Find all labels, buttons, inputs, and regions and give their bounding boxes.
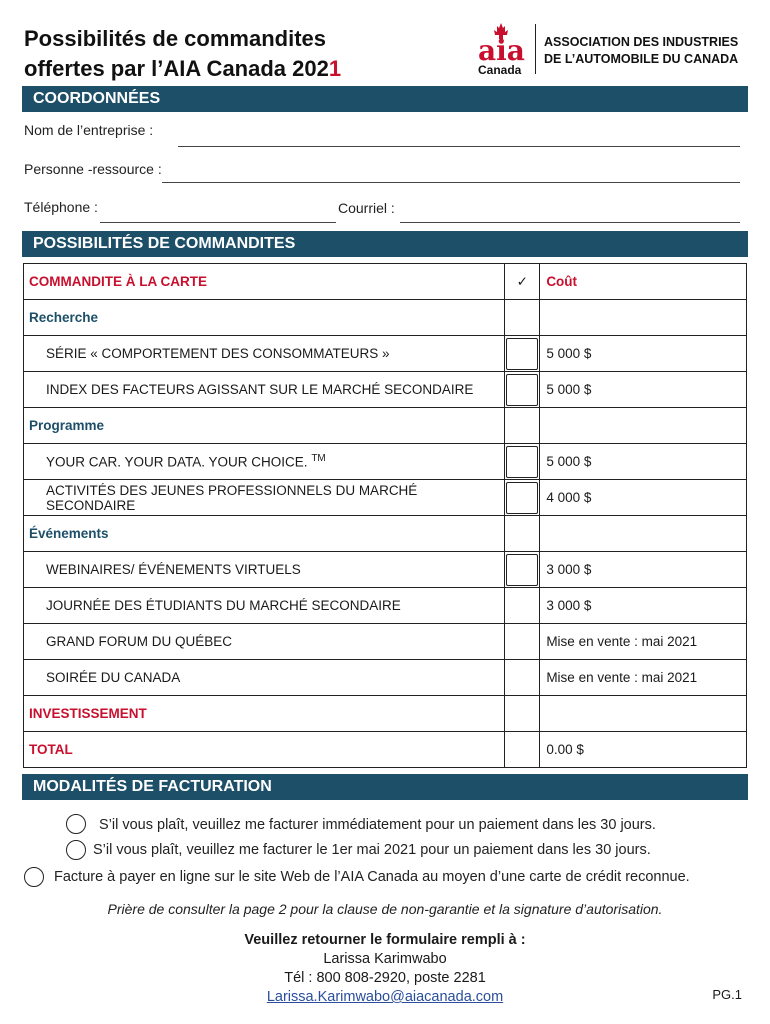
title-year-digit: 1	[328, 56, 342, 81]
checkbox-young-professionals[interactable]	[506, 482, 538, 514]
section-header-contact: COORDONNÉES	[22, 86, 748, 112]
item-cost: 3 000 $	[540, 552, 747, 588]
empty-cell	[505, 300, 540, 336]
table-header-row	[24, 264, 747, 300]
footer-note: Prière de consulter la page 2 pour la clause de non-garantie et la signature d’autorisation.	[107, 901, 663, 917]
table-row	[24, 480, 747, 516]
table-row	[24, 624, 747, 660]
checkbox-your-car[interactable]	[506, 446, 538, 478]
email-field[interactable]	[400, 222, 740, 223]
sponsorship-table	[23, 263, 747, 768]
total-label: TOTAL	[24, 732, 505, 768]
option-bill-may-label: S’il vous plaît, veuillez me facturer le 1er mai 2021 pour un paiement dans les 30 jours.	[93, 842, 651, 858]
company-field[interactable]	[178, 146, 740, 147]
item-cost: 5 000 $	[540, 372, 747, 408]
email-label: Courriel :	[338, 200, 395, 216]
item-label: ACTIVITÉS DES JEUNES PROFESSIONNELS DU MARCHÉ SECONDAIRE	[24, 480, 505, 516]
empty-cell	[540, 408, 747, 444]
page-number: PG.1	[712, 987, 742, 1002]
section-events: Événements	[24, 516, 505, 552]
checkbox-cell-quebec-forum[interactable]	[505, 624, 540, 660]
item-label: GRAND FORUM DU QUÉBEC	[24, 624, 505, 660]
item-cost: Mise en vente : mai 2021	[540, 624, 747, 660]
org-name-line-2: DE L’AUTOMOBILE DU CANADA	[544, 52, 739, 66]
radio-bill-now[interactable]	[66, 814, 86, 834]
title-line-2	[24, 54, 341, 84]
contact-name: Larissa Karimwabo	[323, 951, 447, 967]
checkbox-cell-canada-evening[interactable]	[505, 660, 540, 696]
table-row	[24, 444, 747, 480]
table-row	[24, 516, 747, 552]
item-label: SÉRIE « COMPORTEMENT DES CONSOMMATEURS »	[24, 336, 505, 372]
table-row	[24, 336, 747, 372]
return-label: Veuillez retourner le formulaire rempli à :	[244, 932, 526, 948]
logo-subtext: Canada	[478, 63, 522, 76]
table-row	[24, 300, 747, 336]
item-label: INDEX DES FACTEURS AGISSANT SUR LE MARCHÉ SECONDAIRE	[24, 372, 505, 408]
logo-text: aia	[478, 34, 525, 67]
checkbox-consumer-series[interactable]	[506, 338, 538, 370]
page-title	[24, 24, 341, 84]
title-line-1: Possibilités de commandites	[24, 26, 326, 51]
logo-divider	[535, 24, 536, 74]
table-row	[24, 408, 747, 444]
empty-cell	[505, 408, 540, 444]
person-label: Personne -ressource :	[24, 161, 162, 177]
item-label: YOUR CAR. YOUR DATA. YOUR CHOICE.	[46, 454, 308, 470]
item-cost: 3 000 $	[540, 588, 747, 624]
org-name-line-1: ASSOCIATION DES INDUSTRIES	[544, 35, 739, 49]
total-value: 0.00 $	[540, 732, 747, 768]
item-label-wrapper	[24, 444, 505, 480]
col-header-item: COMMANDITE À LA CARTE	[24, 264, 505, 300]
empty-cell	[540, 516, 747, 552]
item-label: JOURNÉE DES ÉTUDIANTS DU MARCHÉ SECONDAIRE	[24, 588, 505, 624]
radio-pay-online[interactable]	[24, 867, 44, 887]
empty-cell	[505, 696, 540, 732]
section-header-sponsorship: POSSIBILITÉS DE COMMANDITES	[22, 231, 748, 257]
table-row	[24, 552, 747, 588]
title-line-2-text: offertes par l’AIA Canada 202	[24, 56, 329, 81]
empty-cell	[505, 516, 540, 552]
empty-cell	[540, 300, 747, 336]
checkbox-webinars[interactable]	[506, 554, 538, 586]
investment-label: INVESTISSEMENT	[24, 696, 505, 732]
return-block	[0, 931, 770, 1007]
col-header-cost: Coût	[540, 264, 747, 300]
phone-field[interactable]	[100, 222, 336, 223]
item-cost: 5 000 $	[540, 336, 747, 372]
aia-canada-logo	[474, 20, 536, 76]
item-cost: Mise en vente : mai 2021	[540, 660, 747, 696]
section-program: Programme	[24, 408, 505, 444]
trademark-mark: TM	[311, 453, 326, 465]
col-header-check: ✓	[505, 264, 540, 300]
investment-value[interactable]	[540, 696, 747, 732]
table-row	[24, 588, 747, 624]
option-bill-now-label: S’il vous plaît, veuillez me facturer immédiatement pour un paiement dans les 30 jours.	[99, 817, 656, 833]
item-cost: 4 000 $	[540, 480, 747, 516]
radio-bill-may[interactable]	[66, 840, 86, 860]
checkbox-aftermarket-index[interactable]	[506, 374, 538, 406]
section-header-billing: MODALITÉS DE FACTURATION	[22, 774, 748, 800]
empty-cell	[505, 732, 540, 768]
checkbox-cell-students[interactable]	[505, 588, 540, 624]
table-row	[24, 660, 747, 696]
table-row	[24, 696, 747, 732]
option-pay-online-label: Facture à payer en ligne sur le site Web de l’AIA Canada au moyen d’une carte de crédit reconnue.	[54, 869, 690, 885]
item-label: WEBINAIRES/ ÉVÉNEMENTS VIRTUELS	[24, 552, 505, 588]
item-label: SOIRÉE DU CANADA	[24, 660, 505, 696]
item-cost: 5 000 $	[540, 444, 747, 480]
phone-label: Téléphone :	[24, 199, 98, 215]
table-row	[24, 372, 747, 408]
person-field[interactable]	[162, 182, 740, 183]
section-research: Recherche	[24, 300, 505, 336]
contact-email-link[interactable]: Larissa.Karimwabo@aiacanada.com	[266, 989, 504, 1005]
table-row	[24, 732, 747, 768]
company-label: Nom de l’entreprise :	[24, 122, 154, 138]
contact-phone: Tél : 800 808-2920, poste 2281	[284, 970, 486, 986]
org-name	[544, 34, 738, 68]
